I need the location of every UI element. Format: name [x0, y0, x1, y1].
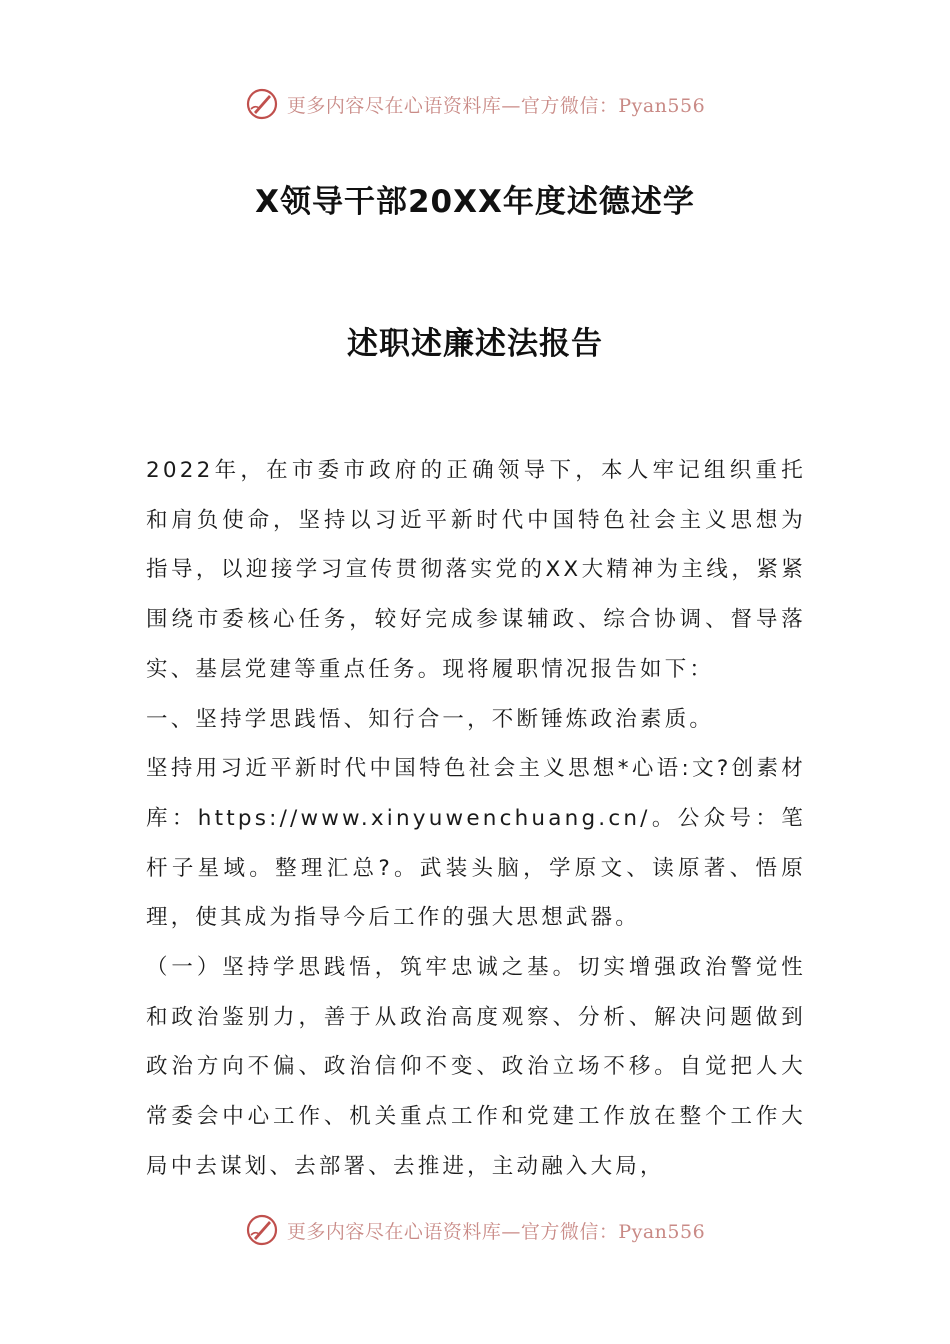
- quill-logo-icon: [245, 1213, 279, 1247]
- quill-logo-icon: [245, 87, 279, 121]
- document-title-line-2: 述职述廉述法报告: [347, 326, 603, 362]
- header-watermark: [0, 84, 950, 124]
- paragraph-intro: 2022年，在市委市政府的正确领导下，本人牢记组织重托和肩负使命，坚持以习近平新时代中国特色社会主义思想为指导，以迎接学习宣传贯彻落实党的XX大精神为主线，紧紧围绕市委核心任务，较好完成参谋辅政、综合协调、督导落实、基层党建等重点任务。现将履职情况报告如下：: [146, 458, 806, 682]
- watermark-text: 更多内容尽在心语资料库—官方微信：Pyan556: [286, 1220, 706, 1243]
- footer-watermark: [0, 1210, 950, 1250]
- subsection-1: （一）坚持学思践悟，筑牢忠诚之基。切实增强政治警觉性和政治鉴别力，善于从政治高度观察、分析、解决问题做到政治方向不偏、政治信仰不变、政治立场不移。自觉把人大常委会中心工作、机关重点工作和党建工作放在整个工作大局中去谋划、去部署、去推进，主动融入大局，: [146, 955, 806, 1179]
- section-heading-1: 一、坚持学思践悟、知行合一，不断锤炼政治素质。: [146, 706, 715, 732]
- paragraph-study: 坚持用习近平新时代中国特色社会主义思想*心语:文?创素材库：https://www.xinyuwenchuang.cn/。公众号：笔杆子星域。整理汇总?。武装头脑，学原文、读原著、悟原理，使其成为指导今后工作的强大思想武器。: [146, 756, 806, 931]
- watermark-text: 更多内容尽在心语资料库—官方微信：Pyan556: [286, 94, 706, 117]
- document-title-line-1: X领导干部20XX年度述德述学: [255, 184, 695, 220]
- document-body: [146, 446, 806, 1192]
